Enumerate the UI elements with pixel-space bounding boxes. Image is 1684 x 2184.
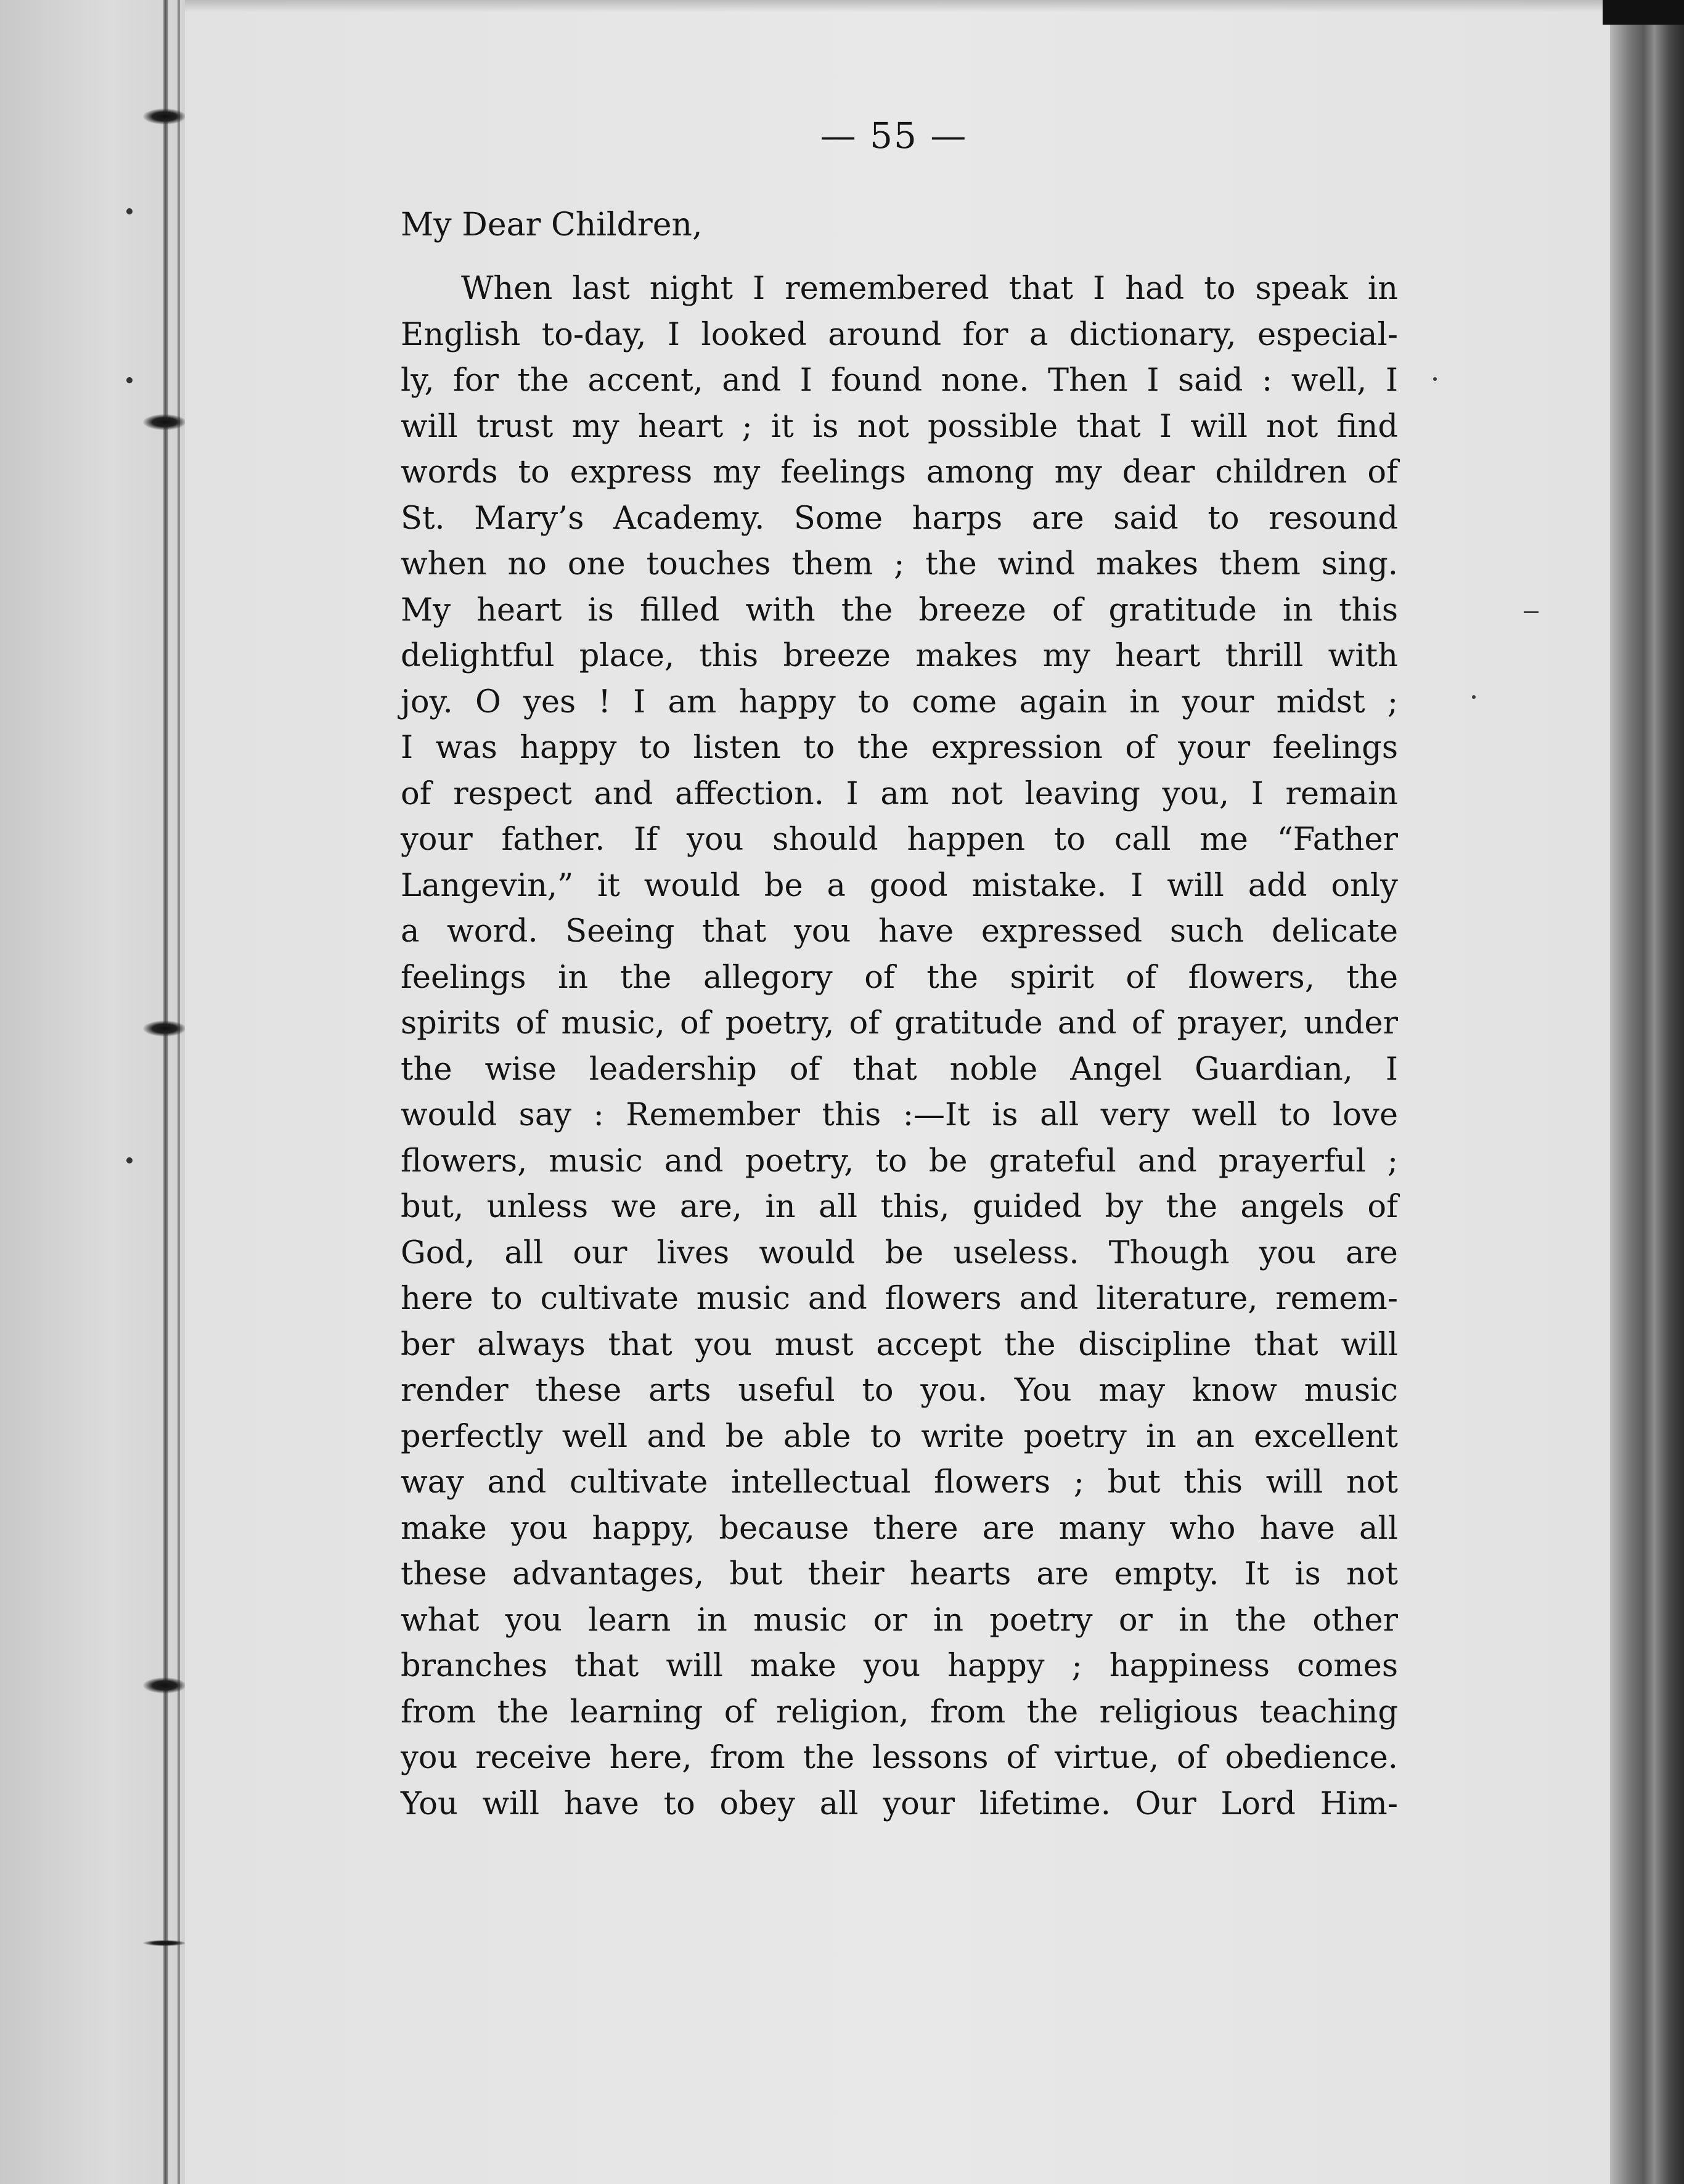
- text-line: render these arts useful to you. You may know music: [401, 1372, 1398, 1409]
- paper-speck: [1433, 377, 1437, 381]
- paper-speck: [1472, 695, 1476, 699]
- binding-stitch: [143, 414, 186, 430]
- text-line: You will have to obey all your lifetime. Our Lord Him-: [401, 1785, 1398, 1822]
- text-line: from the learning of religion, from the religious teaching: [401, 1693, 1398, 1730]
- text-line: you receive here, from the lessons of virtue, of obedience.: [401, 1740, 1398, 1776]
- text-line: make you happy, because there are many who have all: [401, 1510, 1398, 1547]
- text-line: branches that will make you happy ; happiness comes: [401, 1648, 1398, 1684]
- binding-margin: [0, 0, 185, 2184]
- page-number: — 55 —: [820, 115, 968, 157]
- text-line: God, all our lives would be useless. Though you are: [401, 1234, 1398, 1271]
- text-line: St. Mary’s Academy. Some harps are said to resound: [401, 500, 1398, 537]
- text-line: delightful place, this breeze makes my heart thrill with: [401, 638, 1398, 674]
- text-line: Langevin,” it would be a good mistake. I will add only: [401, 867, 1398, 904]
- text-line: would say : Remember this :—It is all very well to love: [401, 1097, 1398, 1133]
- text-line: I was happy to listen to the expression of your feelings: [401, 730, 1398, 766]
- margin-speck: [126, 377, 133, 383]
- margin-speck: [126, 208, 133, 214]
- binding-stitch: [143, 1677, 186, 1693]
- salutation: My Dear Children,: [401, 206, 703, 243]
- text-line: flowers, music and poetry, to be grateful and prayerful ;: [401, 1143, 1398, 1180]
- text-line: English to-day, I looked around for a dictionary, especial-: [401, 316, 1398, 353]
- page-top-shadow: [185, 0, 1621, 12]
- text-line: feelings in the allegory of the spirit of flowers, the: [401, 959, 1398, 996]
- text-line: what you learn in music or in poetry or in the other: [401, 1602, 1398, 1639]
- page-stack-corner: [1603, 0, 1684, 25]
- binding-stitch: [143, 1940, 186, 1946]
- text-line: perfectly well and be able to write poetry in an excellent: [401, 1418, 1398, 1455]
- text-line: but, unless we are, in all this, guided by the angels of: [401, 1189, 1398, 1225]
- text-line: these advantages, but their hearts are empty. It is not: [401, 1556, 1398, 1592]
- text-line: way and cultivate intellectual flowers ; but this will not: [401, 1464, 1398, 1501]
- letter-body: [401, 266, 1398, 1827]
- text-line: here to cultivate music and flowers and literature, remem-: [401, 1281, 1398, 1317]
- text-line: the wise leadership of that noble Angel Guardian, I: [401, 1051, 1398, 1088]
- text-line: My heart is filled with the breeze of gratitude in this: [401, 592, 1398, 629]
- text-line: a word. Seeing that you have expressed such delicate: [401, 913, 1398, 950]
- text-line: of respect and affection. I am not leaving you, I remain: [401, 775, 1398, 812]
- text-line: spirits of music, of poetry, of gratitude and of prayer, under: [401, 1005, 1398, 1041]
- text-line: words to express my feelings among my dear children of: [401, 454, 1398, 491]
- text-line: ly, for the accent, and I found none. Then I said : well, I: [401, 362, 1398, 399]
- margin-speck: [126, 1157, 133, 1163]
- binding-stitch: [143, 1021, 186, 1037]
- paper-speck: [1524, 611, 1539, 613]
- binding-stitch: [143, 108, 186, 124]
- text-line: when no one touches them ; the wind makes them sing.: [401, 546, 1398, 582]
- page-stack-edge: [1610, 0, 1684, 2184]
- text-line: joy. O yes ! I am happy to come again in your midst ;: [401, 683, 1398, 720]
- text-line: your father. If you should happen to call me “Father: [401, 821, 1398, 858]
- binding-gutter: [163, 0, 168, 2184]
- text-line: When last night I remembered that I had to speak in: [461, 271, 1398, 307]
- text-line: will trust my heart ; it is not possible that I will not find: [401, 408, 1398, 445]
- binding-gutter-edge: [178, 0, 180, 2184]
- text-line: ber always that you must accept the discipline that will: [401, 1326, 1398, 1363]
